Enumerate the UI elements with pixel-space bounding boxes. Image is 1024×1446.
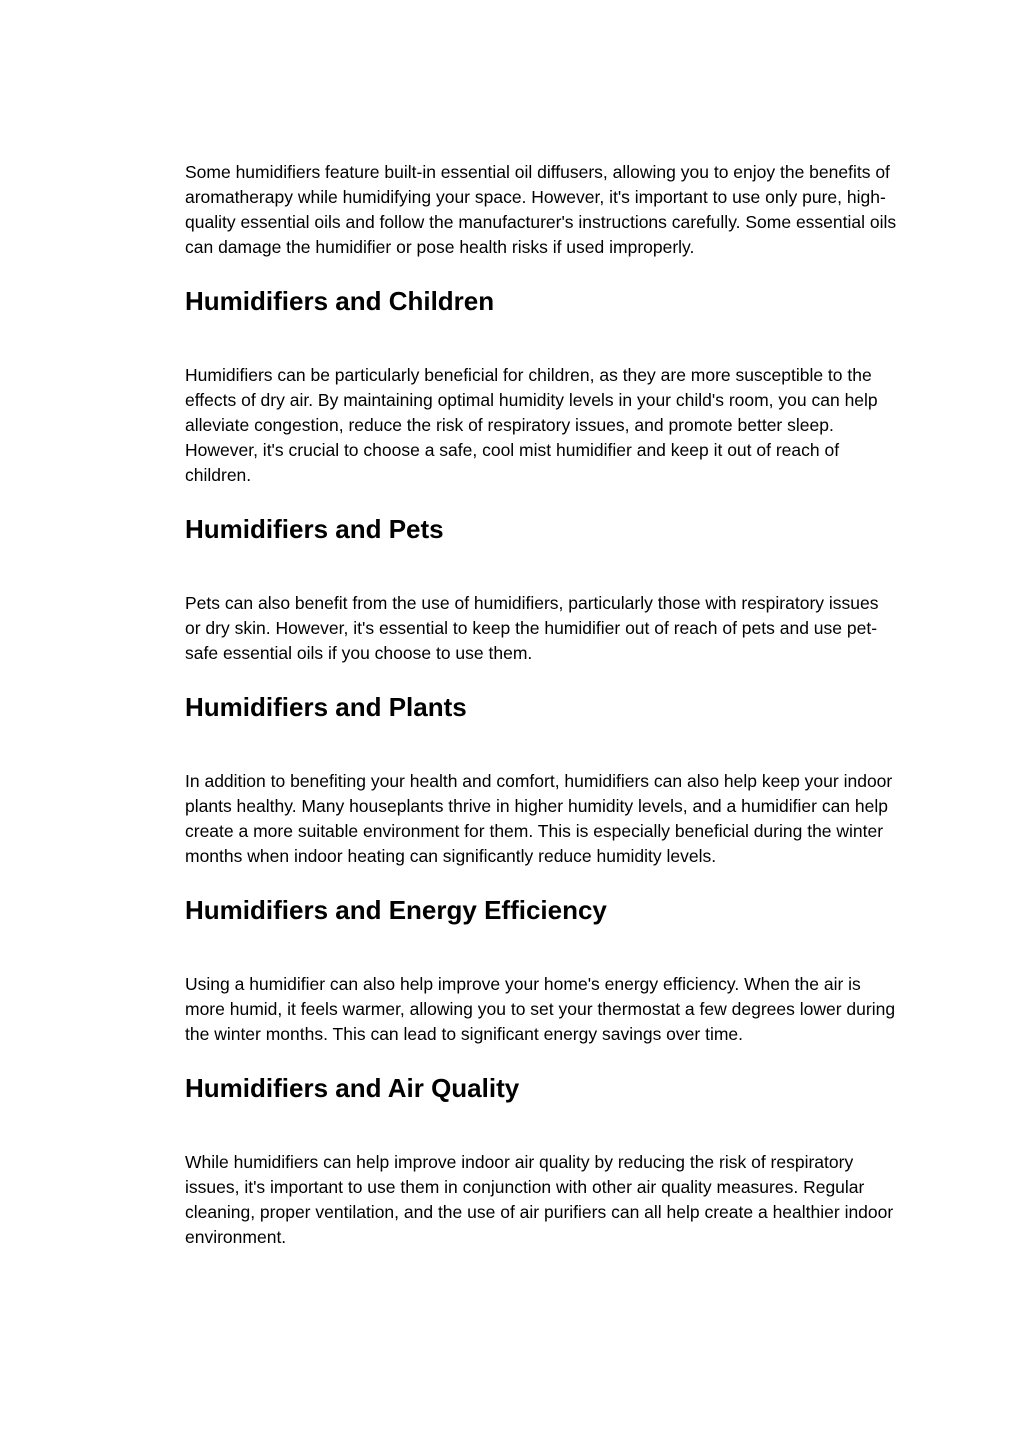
paragraph-pets: Pets can also benefit from the use of humidifiers, particularly those with respiratory issues or dry skin. However, it's essential to keep the humidifier out of reach of pets and use pet-safe essential oils if you choose to use them. — [185, 593, 879, 663]
heading-humidifiers-and-air-quality: Humidifiers and Air Quality — [185, 1073, 520, 1103]
heading-humidifiers-and-plants: Humidifiers and Plants — [185, 692, 467, 722]
paragraph-plants: In addition to benefiting your health and comfort, humidifiers can also help keep your indoor plants healthy. Many houseplants thrive in higher humidity levels, and a humidifier can help create a more suitable environment for them. This is especially beneficial during the winter months when indoor heating can significantly reduce humidity levels. — [185, 771, 893, 866]
paragraph-air-quality: While humidifiers can help improve indoor air quality by reducing the risk of respiratory issues, it's important to use them in conjunction with other air quality measures. Regular cleaning, proper ventilation, and the use of air purifiers can all help create a healthier indoor environment. — [185, 1152, 894, 1247]
paragraph-energy-efficiency: Using a humidifier can also help improve your home's energy efficiency. When the air is more humid, it feels warmer, allowing you to set your thermostat a few degrees lower during the winter months. This can lead to significant energy savings over time. — [185, 974, 896, 1044]
paragraph-essential-oils: Some humidifiers feature built-in essential oil diffusers, allowing you to enjoy the benefits of aromatherapy while humidifying your space. However, it's important to use only pure, high-quality essential oils and follow the manufacturer's instructions carefully. Some essential oils can damage the humidifier or pose health risks if used improperly. — [185, 162, 897, 257]
heading-humidifiers-and-children: Humidifiers and Children — [185, 286, 495, 316]
heading-humidifiers-and-pets: Humidifiers and Pets — [185, 514, 444, 544]
paragraph-children: Humidifiers can be particularly beneficial for children, as they are more susceptible to the effects of dry air. By maintaining optimal humidity levels in your child's room, you can help alleviate congestion, reduce the risk of respiratory issues, and promote better sleep. However, it's crucial to choose a safe, cool mist humidifier and keep it out of reach of children. — [185, 365, 878, 485]
heading-humidifiers-and-energy-efficiency: Humidifiers and Energy Efficiency — [185, 895, 607, 925]
document-content — [185, 160, 897, 1250]
